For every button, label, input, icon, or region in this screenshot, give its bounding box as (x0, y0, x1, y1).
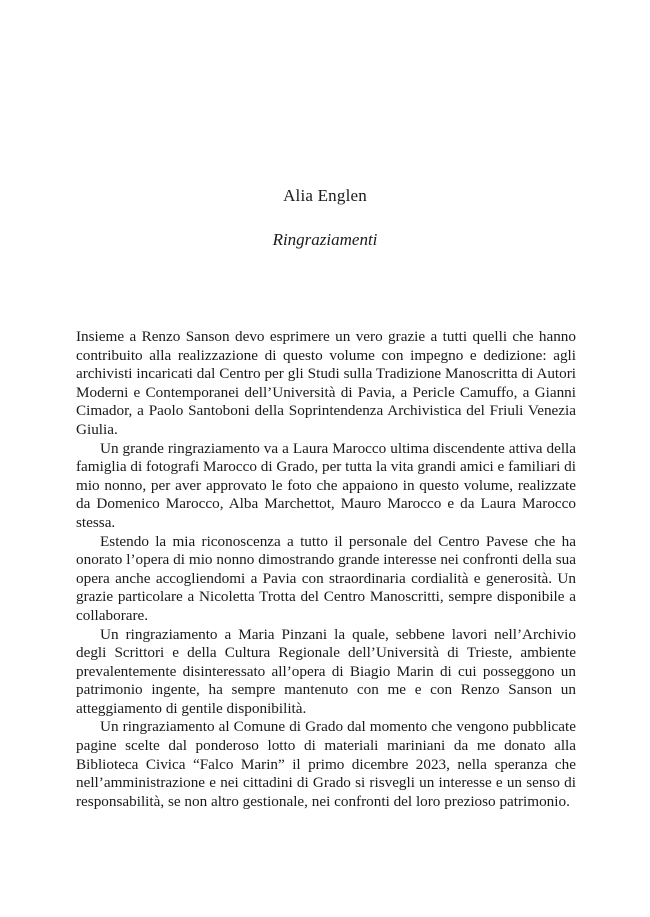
paragraph: Un ringraziamento al Comune di Grado dal momento che vengono pubblicate pagine scelte dal ponderoso lotto di materiali mariniani da me donato alla Biblioteca Civica “Falco Marin” il primo dicembre 2023, nella speranza che nell’amministrazione e nei cittadini di Grado si risvegli un interesse e un senso di responsabilità, se non altro gestionale, nei confronti del loro prezioso patrimonio. (76, 718, 576, 810)
section-title: Ringraziamenti (272, 230, 378, 249)
paragraph: Un grande ringraziamento va a Laura Marocco ultima discendente attiva della famiglia di fotografi Marocco di Grado, per tutta la vita grandi amici e familiari di mio nonno, per aver approvato le foto che appaiono in questo volume, realizzate da Domenico Marocco, Alba Marchettot, Mauro Marocco e da Laura Marocco stessa. (76, 439, 576, 531)
paragraph: Insieme a Renzo Sanson devo esprimere un vero grazie a tutti quelli che hanno contribuito alla realizzazione di questo volume con impegno e dedizione: agli archivisti incaricati dal Centro per gli Studi sulla Tradizione Manoscritta di Autori Moderni e Contemporanei dell’Università di Pavia, a Pericle Camuffo, a Gianni Cimador, a Paolo Santoboni della Soprintendenza Archivistica del Friuli Venezia Giulia. (76, 328, 576, 438)
body-text (76, 328, 576, 811)
paragraph: Estendo la mia riconoscenza a tutto il personale del Centro Pavese che ha onorato l’opera di mio nonno dimostrando grande interesse nei confronti della sua opera anche accogliendomi a Pavia con straordinaria cordialità e generosità. Un grazie particolare a Nicoletta Trotta del Centro Manoscritti, sempre disponibile a collaborare. (76, 532, 576, 624)
paragraph: Un ringraziamento a Maria Pinzani la quale, sebbene lavori nell’Archivio degli Scrittori e della Cultura Regionale dell’Università di Trieste, ambiente prevalentemente disinteressato all’opera di Biagio Marin di cui posseggono un patrimonio ingente, ha sempre mantenuto con me e con Renzo Sanson un atteggiamento di gentile disponibilità. (76, 625, 576, 717)
author-name: Alia Englen (283, 186, 367, 205)
